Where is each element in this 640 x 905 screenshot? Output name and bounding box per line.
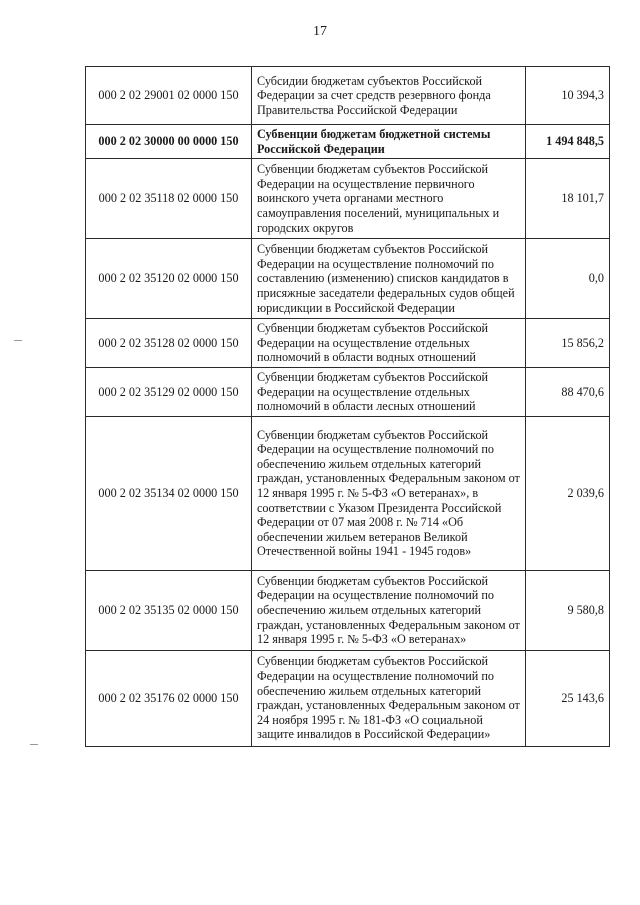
budget-code-cell: 000 2 02 35134 02 0000 150 <box>86 416 252 570</box>
revenue-name-cell: Субвенции бюджетам субъектов Российской Федерации на осуществление отдельных полномочий в области лесных отношений <box>252 367 526 416</box>
revenue-name-cell: Субвенции бюджетам субъектов Российской Федерации на осуществление полномочий по обеспечению жильем отдельных категорий граждан, установленных Федеральным законом от 24 ноября 1995 г. № 181-ФЗ «О социальной защите инвалидов в Российской Федерации» <box>252 650 526 746</box>
table-row <box>86 319 610 368</box>
budget-code-cell: 000 2 02 35176 02 0000 150 <box>86 650 252 746</box>
table-row <box>86 67 610 125</box>
amount-cell: 18 101,7 <box>526 159 610 239</box>
budget-code-cell: 000 2 02 35128 02 0000 150 <box>86 319 252 368</box>
scan-margin-mark <box>14 340 22 341</box>
scan-margin-mark <box>30 744 38 745</box>
amount-cell: 9 580,8 <box>526 570 610 650</box>
budget-code-cell: 000 2 02 35120 02 0000 150 <box>86 239 252 319</box>
amount-cell: 25 143,6 <box>526 650 610 746</box>
revenue-name-cell: Субвенции бюджетам бюджетной системы Российской Федерации <box>252 125 526 159</box>
page-number: 17 <box>313 24 327 39</box>
table-row <box>86 125 610 159</box>
table-row <box>86 367 610 416</box>
table-row <box>86 416 610 570</box>
revenue-name-cell: Субвенции бюджетам субъектов Российской Федерации на осуществление полномочий по обеспечению жильем отдельных категорий граждан, установленных Федеральным законом от 12 января 1995 г. № 5-ФЗ «О ветеранах» <box>252 570 526 650</box>
revenue-name-cell: Субвенции бюджетам субъектов Российской Федерации на осуществление отдельных полномочий в области водных отношений <box>252 319 526 368</box>
budget-code-cell: 000 2 02 29001 02 0000 150 <box>86 67 252 125</box>
amount-cell: 1 494 848,5 <box>526 125 610 159</box>
budget-code-cell: 000 2 02 35118 02 0000 150 <box>86 159 252 239</box>
budget-code-cell: 000 2 02 35129 02 0000 150 <box>86 367 252 416</box>
amount-cell: 15 856,2 <box>526 319 610 368</box>
budget-code-cell: 000 2 02 35135 02 0000 150 <box>86 570 252 650</box>
budget-code-cell: 000 2 02 30000 00 0000 150 <box>86 125 252 159</box>
amount-cell: 88 470,6 <box>526 367 610 416</box>
revenue-name-cell: Субвенции бюджетам субъектов Российской Федерации на осуществление полномочий по составлению (изменению) списков кандидатов в присяжные заседатели федеральных судов общей юрисдикции в Российской Федерации <box>252 239 526 319</box>
revenue-name-cell: Субсидии бюджетам субъектов Российской Федерации за счет средств резервного фонда Правительства Российской Федерации <box>252 67 526 125</box>
table-row <box>86 239 610 319</box>
amount-cell: 2 039,6 <box>526 416 610 570</box>
table-row <box>86 650 610 746</box>
amount-cell: 10 394,3 <box>526 67 610 125</box>
amount-cell: 0,0 <box>526 239 610 319</box>
table-row <box>86 570 610 650</box>
revenue-name-cell: Субвенции бюджетам субъектов Российской Федерации на осуществление полномочий по обеспечению жильем отдельных категорий граждан, установленных Федеральным законом от 12 января 1995 г. № 5-ФЗ «О ветеранах», в соответствии с Указом Президента Российской Федерации от 07 мая 2008 г. № 714 «Об обеспечении жильем ветеранов Великой Отечественной войны 1941 - 1945 годов» <box>252 416 526 570</box>
table-body <box>86 67 610 747</box>
budget-revenue-table <box>85 66 610 747</box>
revenue-name-cell: Субвенции бюджетам субъектов Российской Федерации на осуществление первичного воинского учета органами местного самоуправления поселений, муниципальных и городских округов <box>252 159 526 239</box>
table-row <box>86 159 610 239</box>
